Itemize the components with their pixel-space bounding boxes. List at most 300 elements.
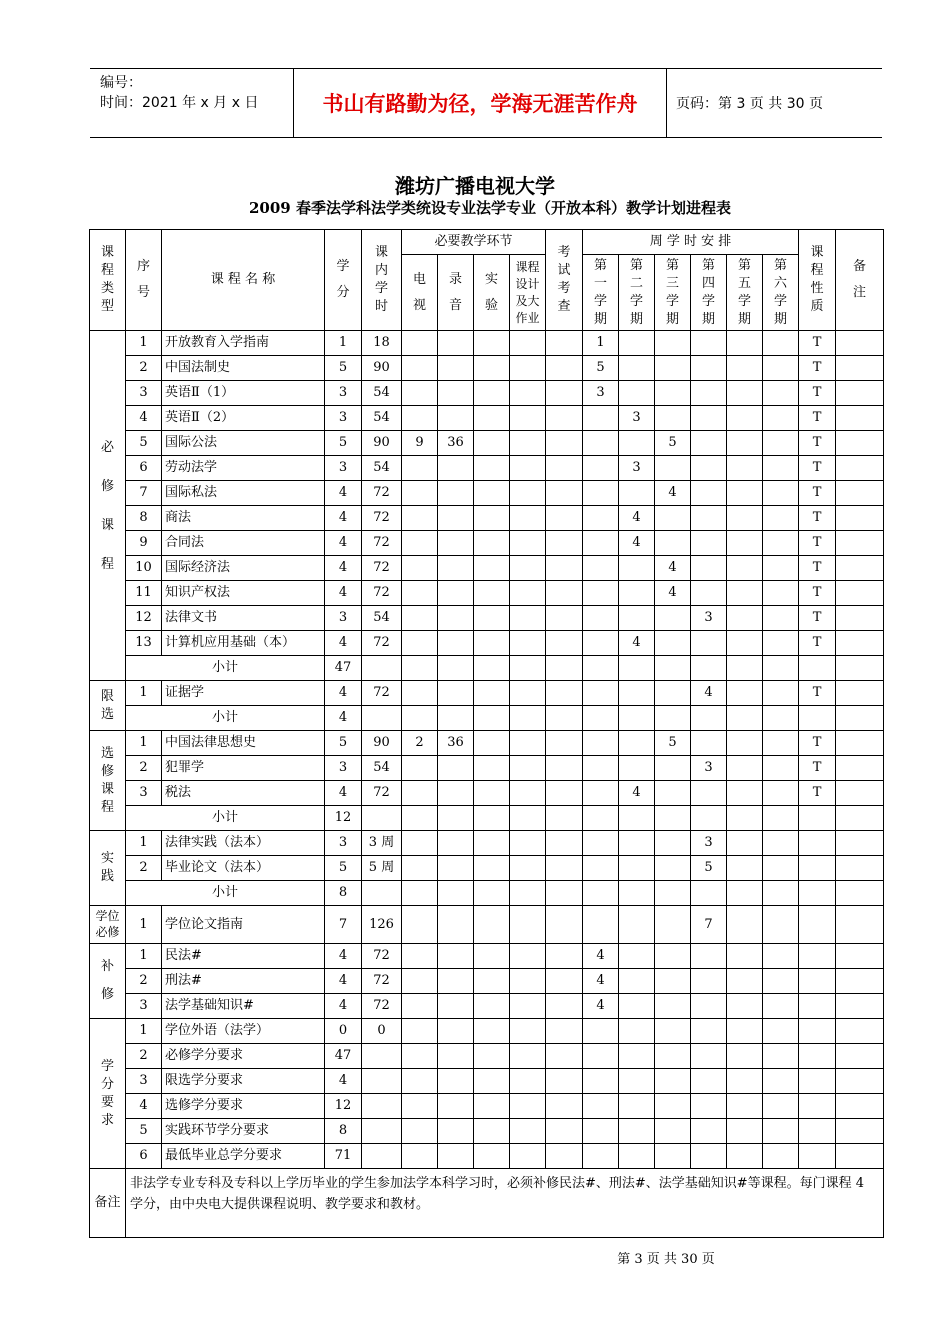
cell-s6: [763, 356, 799, 381]
cell-design: [510, 1019, 546, 1044]
cell-s1: [583, 456, 619, 481]
table-row: [90, 944, 884, 969]
cell-design: [510, 1094, 546, 1119]
cell-credit: 5: [325, 856, 362, 881]
group-makeup: [90, 944, 126, 1019]
cell-hours: 5 周: [362, 856, 402, 881]
table-row: [90, 581, 884, 606]
cell-s4: [691, 406, 727, 431]
cell-nature: T: [799, 756, 836, 781]
cell-s5: [727, 969, 763, 994]
cell-s2: [619, 756, 655, 781]
col-required-group: 必要教学环节: [402, 230, 546, 255]
cell-audio: 36: [438, 431, 474, 456]
cell-hours: 126: [362, 906, 402, 944]
cell-audio: [438, 456, 474, 481]
course-name: 中国法律思想史: [162, 731, 325, 756]
course-name: 税法: [162, 781, 325, 806]
course-name: 法学基础知识#: [162, 994, 325, 1019]
cell-s1: [583, 856, 619, 881]
course-name: 法律实践（法本）: [162, 831, 325, 856]
cell-credit: 5: [325, 731, 362, 756]
cell-s3: [655, 631, 691, 656]
course-name: 英语Ⅱ（1）: [162, 381, 325, 406]
cell-exam: [546, 969, 583, 994]
cell-nature: [799, 1119, 836, 1144]
cell-s4: [691, 331, 727, 356]
cell-s4: [691, 881, 727, 906]
cell-nature: [799, 1069, 836, 1094]
cell-design: [510, 731, 546, 756]
cell-hours: 72: [362, 631, 402, 656]
cell-design: [510, 556, 546, 581]
cell-s4: [691, 1069, 727, 1094]
cell-exam: [546, 506, 583, 531]
cell-audio: [438, 331, 474, 356]
cell-hours: [362, 881, 402, 906]
cell-audio: [438, 1119, 474, 1144]
cell-s3: [655, 1144, 691, 1169]
cell-lab: [474, 356, 510, 381]
cell-s6: [763, 806, 799, 831]
cell-s1: [583, 481, 619, 506]
cell-exam: [546, 781, 583, 806]
cell-exam: [546, 356, 583, 381]
cell-credit: 4: [325, 681, 362, 706]
col-s3: 第三学期: [655, 255, 691, 331]
cell-tv: [402, 881, 438, 906]
cell-s5: [727, 831, 763, 856]
cell-s2: 4: [619, 781, 655, 806]
cell-s2: [619, 481, 655, 506]
cell-credit: 4: [325, 781, 362, 806]
group-label: 限选: [100, 688, 114, 722]
cell-design: [510, 994, 546, 1019]
cell-credit: 5: [325, 356, 362, 381]
cell-s4: [691, 731, 727, 756]
cell-s5: [727, 506, 763, 531]
cell-remark: [836, 756, 884, 781]
cell-s5: [727, 606, 763, 631]
cell-s1: [583, 506, 619, 531]
cell-nature: [799, 1144, 836, 1169]
cell-s4: [691, 581, 727, 606]
cell-design: [510, 456, 546, 481]
cell-s2: [619, 356, 655, 381]
cell-tv: [402, 994, 438, 1019]
cell-s1: 4: [583, 969, 619, 994]
cell-lab: [474, 781, 510, 806]
cell-s3: [655, 1069, 691, 1094]
cell-nature: T: [799, 331, 836, 356]
course-name: 国际公法: [162, 431, 325, 456]
cell-s6: [763, 881, 799, 906]
cell-lab: [474, 1119, 510, 1144]
cell-tv: [402, 356, 438, 381]
group-practice: [90, 831, 126, 906]
cell-lab: [474, 506, 510, 531]
table-row: [90, 481, 884, 506]
cell-design: [510, 781, 546, 806]
cell-design: [510, 944, 546, 969]
cell-credit: 5: [325, 431, 362, 456]
cell-audio: [438, 606, 474, 631]
cell-hours: 72: [362, 481, 402, 506]
cell-tv: [402, 806, 438, 831]
cell-hours: 54: [362, 406, 402, 431]
cell-s1: [583, 681, 619, 706]
cell-tv: [402, 681, 438, 706]
cell-s3: [655, 1019, 691, 1044]
cell-nature: [799, 856, 836, 881]
cell-hours: 72: [362, 969, 402, 994]
cell-exam: [546, 994, 583, 1019]
cell-s2: [619, 556, 655, 581]
cell-audio: [438, 481, 474, 506]
cell-tv: [402, 631, 438, 656]
cell-s6: [763, 681, 799, 706]
cell-hours: 54: [362, 456, 402, 481]
cell-tv: [402, 506, 438, 531]
course-name: 英语Ⅱ（2）: [162, 406, 325, 431]
cell-hours: 90: [362, 356, 402, 381]
cell-remark: [836, 831, 884, 856]
cell-s6: [763, 1144, 799, 1169]
cell-s6: [763, 431, 799, 456]
cell-hours: 18: [362, 331, 402, 356]
cell-design: [510, 906, 546, 944]
cell-s6: [763, 581, 799, 606]
row-no: 4: [126, 406, 162, 431]
course-name: 国际私法: [162, 481, 325, 506]
cell-s1: 5: [583, 356, 619, 381]
course-name: 选修学分要求: [162, 1094, 325, 1119]
cell-credit: 4: [325, 481, 362, 506]
cell-s4: [691, 356, 727, 381]
col-exam: 考试考查: [546, 230, 583, 331]
cell-credit: 4: [325, 581, 362, 606]
cell-lab: [474, 1094, 510, 1119]
cell-s6: [763, 556, 799, 581]
col-type: 课程类型: [90, 230, 126, 331]
cell-hours: 72: [362, 506, 402, 531]
cell-remark: [836, 381, 884, 406]
cell-lab: [474, 994, 510, 1019]
cell-hours: 72: [362, 581, 402, 606]
cell-exam: [546, 731, 583, 756]
cell-s5: [727, 781, 763, 806]
group-label: 学位必修: [95, 908, 120, 939]
subtotal-row: [90, 881, 884, 906]
cell-s4: [691, 481, 727, 506]
course-name: 最低毕业总学分要求: [162, 1144, 325, 1169]
table-row: [90, 756, 884, 781]
cell-exam: [546, 531, 583, 556]
cell-remark: [836, 1069, 884, 1094]
cell-s5: [727, 431, 763, 456]
cell-remark: [836, 856, 884, 881]
course-name: 必修学分要求: [162, 1044, 325, 1069]
cell-s6: [763, 1094, 799, 1119]
cell-tv: [402, 531, 438, 556]
cell-s4: [691, 381, 727, 406]
cell-design: [510, 856, 546, 881]
cell-lab: [474, 581, 510, 606]
cell-s1: [583, 881, 619, 906]
group-credits: [90, 1019, 126, 1169]
cell-exam: [546, 381, 583, 406]
cell-credit: 3: [325, 606, 362, 631]
cell-s5: [727, 706, 763, 731]
notes-row: [90, 1169, 884, 1238]
cell-s4: 3: [691, 606, 727, 631]
cell-credit: 8: [325, 881, 362, 906]
cell-exam: [546, 906, 583, 944]
cell-tv: 2: [402, 731, 438, 756]
course-name: 合同法: [162, 531, 325, 556]
cell-design: [510, 1044, 546, 1069]
cell-s5: [727, 456, 763, 481]
cell-remark: [836, 581, 884, 606]
cell-s4: [691, 656, 727, 681]
cell-s6: [763, 756, 799, 781]
cell-exam: [546, 406, 583, 431]
cell-s2: [619, 1119, 655, 1144]
cell-s6: [763, 906, 799, 944]
table-row: [90, 731, 884, 756]
col-lab: 实验: [474, 255, 510, 331]
cell-s1: [583, 1094, 619, 1119]
cell-s5: [727, 1069, 763, 1094]
cell-nature: T: [799, 356, 836, 381]
cell-s1: [583, 831, 619, 856]
cell-s3: [655, 381, 691, 406]
cell-credit: 4: [325, 556, 362, 581]
course-name: 犯罪学: [162, 756, 325, 781]
cell-tv: [402, 906, 438, 944]
cell-design: [510, 656, 546, 681]
cell-s3: 5: [655, 431, 691, 456]
cell-design: [510, 1069, 546, 1094]
table-row: [90, 1069, 884, 1094]
cell-lab: [474, 969, 510, 994]
cell-design: [510, 606, 546, 631]
cell-remark: [836, 456, 884, 481]
cell-s1: [583, 731, 619, 756]
cell-s2: [619, 581, 655, 606]
cell-design: [510, 506, 546, 531]
cell-s4: [691, 994, 727, 1019]
table-row: [90, 831, 884, 856]
cell-credit: 3: [325, 381, 362, 406]
cell-s1: [583, 1019, 619, 1044]
group-elective: [90, 731, 126, 831]
cell-nature: T: [799, 406, 836, 431]
cell-s1: [583, 431, 619, 456]
cell-tv: [402, 606, 438, 631]
cell-audio: [438, 681, 474, 706]
cell-s5: [727, 856, 763, 881]
cell-s3: [655, 881, 691, 906]
col-audio: 录音: [438, 255, 474, 331]
cell-lab: [474, 1144, 510, 1169]
cell-design: [510, 706, 546, 731]
subtotal-label: 小计: [126, 656, 325, 681]
cell-audio: [438, 1044, 474, 1069]
table-row: [90, 906, 884, 944]
row-no: 1: [126, 731, 162, 756]
col-design: 课程设计及大作业: [510, 255, 546, 331]
col-remarks: 备注: [836, 230, 884, 331]
cell-s2: [619, 606, 655, 631]
row-no: 3: [126, 1069, 162, 1094]
cell-lab: [474, 456, 510, 481]
cell-s5: [727, 731, 763, 756]
cell-s2: [619, 381, 655, 406]
cell-s3: 5: [655, 731, 691, 756]
cell-remark: [836, 806, 884, 831]
cell-design: [510, 331, 546, 356]
cell-hours: 72: [362, 944, 402, 969]
cell-design: [510, 481, 546, 506]
row-no: 5: [126, 1119, 162, 1144]
cell-s3: [655, 331, 691, 356]
cell-remark: [836, 969, 884, 994]
cell-lab: [474, 731, 510, 756]
cell-lab: [474, 881, 510, 906]
cell-audio: [438, 1019, 474, 1044]
cell-nature: [799, 944, 836, 969]
cell-remark: [836, 906, 884, 944]
row-no: 10: [126, 556, 162, 581]
cell-s5: [727, 631, 763, 656]
cell-tv: [402, 856, 438, 881]
group-label: 补修: [100, 959, 114, 1002]
cell-credit: 4: [325, 969, 362, 994]
cell-nature: [799, 806, 836, 831]
cell-remark: [836, 356, 884, 381]
cell-tv: [402, 969, 438, 994]
cell-s1: [583, 756, 619, 781]
cell-s5: [727, 531, 763, 556]
cell-design: [510, 406, 546, 431]
cell-audio: [438, 631, 474, 656]
row-no: 3: [126, 381, 162, 406]
cell-exam: [546, 881, 583, 906]
cell-lab: [474, 831, 510, 856]
cell-lab: [474, 706, 510, 731]
cell-hours: [362, 1144, 402, 1169]
cell-nature: T: [799, 456, 836, 481]
cell-s4: 5: [691, 856, 727, 881]
cell-s5: [727, 881, 763, 906]
cell-s5: [727, 1119, 763, 1144]
cell-nature: [799, 706, 836, 731]
cell-s6: [763, 506, 799, 531]
cell-remark: [836, 631, 884, 656]
cell-s3: 4: [655, 481, 691, 506]
cell-s5: [727, 406, 763, 431]
row-no: 3: [126, 781, 162, 806]
cell-s6: [763, 1019, 799, 1044]
cell-audio: [438, 656, 474, 681]
subtotal-row: [90, 656, 884, 681]
cell-remark: [836, 1144, 884, 1169]
cell-s1: [583, 581, 619, 606]
cell-s4: [691, 556, 727, 581]
cell-remark: [836, 481, 884, 506]
table-row: [90, 331, 884, 356]
cell-s3: [655, 531, 691, 556]
course-name: 证据学: [162, 681, 325, 706]
cell-exam: [546, 331, 583, 356]
cell-tv: [402, 1094, 438, 1119]
cell-audio: [438, 994, 474, 1019]
cell-design: [510, 356, 546, 381]
cell-tv: [402, 1044, 438, 1069]
cell-lab: [474, 556, 510, 581]
subtotal-row: [90, 706, 884, 731]
cell-nature: T: [799, 381, 836, 406]
cell-audio: [438, 944, 474, 969]
row-no: 2: [126, 356, 162, 381]
cell-design: [510, 431, 546, 456]
cell-s5: [727, 581, 763, 606]
cell-audio: [438, 856, 474, 881]
cell-s1: [583, 1144, 619, 1169]
cell-s6: [763, 856, 799, 881]
cell-lab: [474, 381, 510, 406]
col-s2: 第二学期: [619, 255, 655, 331]
cell-remark: [836, 1044, 884, 1069]
table-row: [90, 556, 884, 581]
cell-s3: [655, 756, 691, 781]
cell-s4: [691, 944, 727, 969]
code-label: 编号：: [100, 75, 142, 91]
cell-s3: [655, 456, 691, 481]
cell-s5: [727, 681, 763, 706]
cell-s6: [763, 944, 799, 969]
cell-s2: 3: [619, 456, 655, 481]
row-no: 9: [126, 531, 162, 556]
row-no: 3: [126, 994, 162, 1019]
row-no: 1: [126, 331, 162, 356]
cell-s5: [727, 331, 763, 356]
cell-exam: [546, 1094, 583, 1119]
cell-lab: [474, 331, 510, 356]
cell-audio: [438, 881, 474, 906]
cell-hours: 90: [362, 731, 402, 756]
group-label: 学分要求: [100, 1058, 114, 1128]
course-name: 法律文书: [162, 606, 325, 631]
cell-design: [510, 381, 546, 406]
header-page-label: 页码：第 3 页 共 30 页: [676, 96, 823, 112]
cell-s3: 4: [655, 581, 691, 606]
cell-s2: [619, 331, 655, 356]
cell-s5: [727, 994, 763, 1019]
cell-tv: [402, 456, 438, 481]
cell-s2: [619, 431, 655, 456]
cell-hours: 72: [362, 681, 402, 706]
cell-lab: [474, 944, 510, 969]
table-row: [90, 969, 884, 994]
cell-exam: [546, 1019, 583, 1044]
cell-s1: [583, 406, 619, 431]
row-no: 8: [126, 506, 162, 531]
table-row: [90, 681, 884, 706]
cell-audio: [438, 756, 474, 781]
cell-s3: [655, 806, 691, 831]
